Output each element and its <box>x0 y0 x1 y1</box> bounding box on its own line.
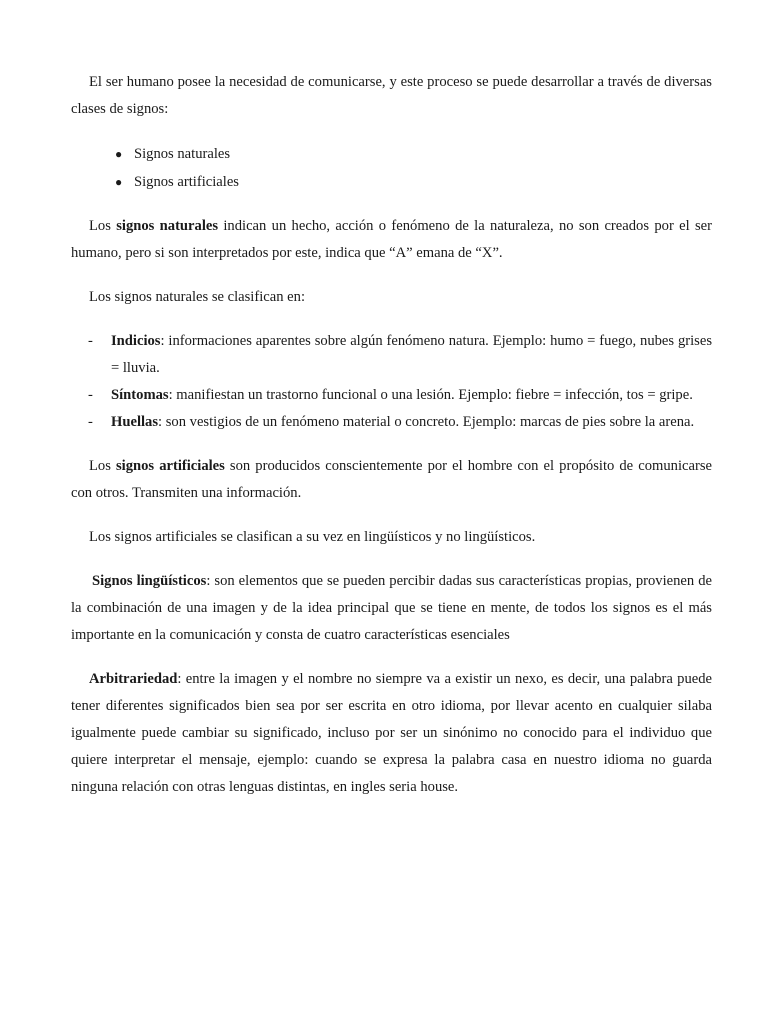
artificial-signs-paragraph: Los signos artificiales son producidos conscientemente por el hombre con el propósito de comunicarse con otros. Transmiten una información. <box>71 458 712 501</box>
natural-signs-list <box>71 328 712 436</box>
list-item: ● Signos naturales <box>71 140 712 168</box>
list-item: - Huellas: son vestigios de un fenómeno material o concreto. Ejemplo: marcas de pies sobre la arena. <box>71 409 712 436</box>
natural-classification-paragraph: Los signos naturales se clasifican en: <box>89 289 306 305</box>
bold-term: Síntomas <box>111 387 169 403</box>
list-item: - Síntomas: manifiestan un trastorno funcional o una lesión. Ejemplo: fiebre = infección, tos = gripe. <box>71 382 712 409</box>
natural-signs-paragraph: Los signos naturales indican un hecho, acción o fenómeno de la naturaleza, no son creados por el ser humano, pero si son interpretados por este, indica que “A” emana de “X”. <box>71 218 712 261</box>
list-item: ● Signos artificiales <box>71 168 712 196</box>
bullet-icon: ● <box>115 175 123 189</box>
bullet-icon: ● <box>115 147 123 161</box>
bold-term: Huellas <box>111 414 159 430</box>
sign-types-list <box>71 140 712 196</box>
linguistic-signs-paragraph: Signos lingüísticos: son elementos que se pueden percibir dadas sus características propias, provienen de la combinación de una imagen y de la idea principal que se tiene en mente, de todos los signos es el más importante en la comunicación y consta de cuatro características esenciales <box>71 573 712 643</box>
artificial-classification-paragraph: Los signos artificiales se clasifican a su vez en lingüísticos y no lingüísticos. <box>89 529 536 545</box>
document-page <box>71 69 712 801</box>
list-item: - Indicios: informaciones aparentes sobre algún fenómeno natura. Ejemplo: humo = fuego, nubes grises = lluvia. <box>71 328 712 382</box>
bold-term: signos naturales <box>116 218 219 234</box>
dash-marker: - <box>88 387 93 403</box>
dash-marker: - <box>88 333 93 349</box>
bold-term: Indicios <box>111 333 161 349</box>
bold-term: signos artificiales <box>115 458 225 474</box>
dash-marker: - <box>88 414 93 430</box>
arbitrariness-paragraph: Arbitrariedad: entre la imagen y el nombre no siempre va a existir un nexo, es decir, una palabra puede tener diferentes significados bien sea por ser escrita en otro idioma, por llevar acento en cualquier silaba igualmente puede cambiar su significado, incluso por ser un sinónimo no conocido para el individuo que quiere interpretar el mensaje, ejemplo: cuando se expresa la palabra casa en nuestro idioma no guarda ninguna relación con otras lenguas distintas, en ingles seria house. <box>71 671 712 795</box>
intro-paragraph: El ser humano posee la necesidad de comunicarse, y este proceso se puede desarrollar a través de diversas clases de signos: <box>71 74 712 117</box>
bold-term: Arbitrariedad <box>89 671 178 687</box>
bold-term: Signos lingüísticos <box>92 573 207 589</box>
